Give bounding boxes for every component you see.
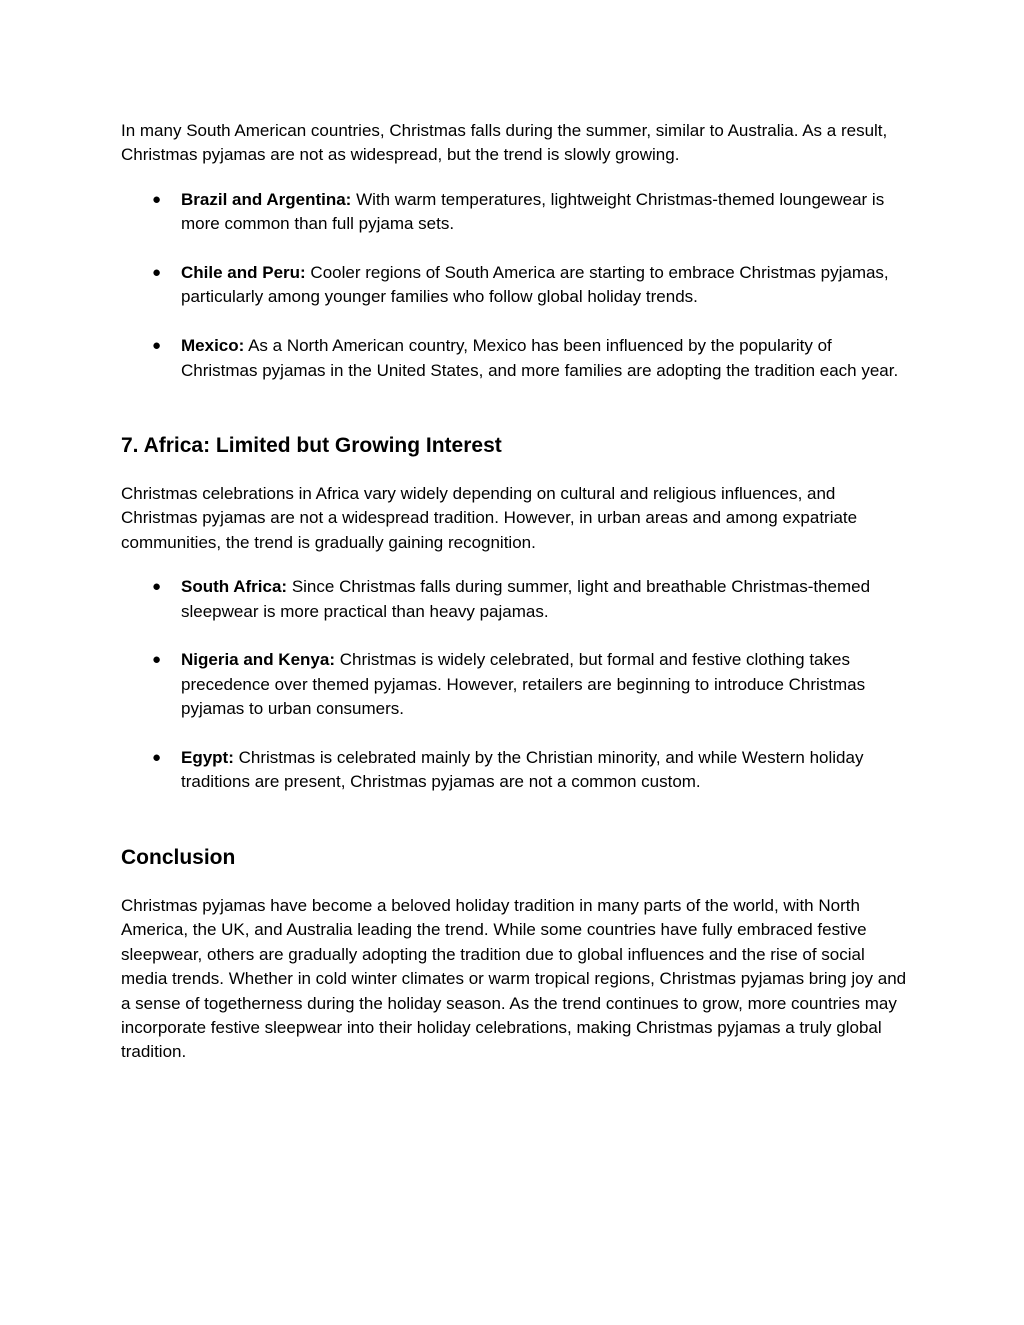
africa-bullet-list (121, 575, 911, 795)
list-item-term: Brazil and Argentina: (181, 189, 352, 209)
bullet-icon: ● (152, 578, 162, 596)
list-item-text: Cooler regions of South America are starting to embrace Christmas pyjamas, particularly among younger families who follow global holiday trends. (181, 263, 889, 307)
list-item-mexico (121, 334, 911, 383)
list-item-egypt (121, 746, 911, 795)
list-item-brazil-argentina (121, 188, 911, 237)
africa-paragraph: Christmas celebrations in Africa vary widely depending on cultural and religious influences, and Christmas pyjamas are not a widespread tradition. However, in urban areas and among expatriate communities, the trend is gradually gaining recognition. (121, 484, 858, 552)
list-item-south-africa (121, 575, 911, 624)
bullet-icon: ● (152, 190, 162, 208)
south-america-bullet-list (121, 188, 911, 383)
conclusion-paragraph: Christmas pyjamas have become a beloved holiday tradition in many parts of the world, with North America, the UK, and Australia leading the trend. While some countries have fully embraced festive sleepwear, others are gradually adopting the tradition due to global influences and the rise of social media trends. Whether in cold winter climates or warm tropical regions, Christmas pyjamas bring joy and a sense of togetherness during the holiday season. As the trend continues to grow, more countries may incorporate festive sleepwear into their holiday celebrations, making Christmas pyjamas a truly global tradition. (121, 895, 907, 1062)
intro-paragraph: In many South American countries, Christmas falls during the summer, similar to Australia. As a result, Christmas pyjamas are not as widespread, but the trend is slowly growing. (121, 121, 888, 165)
bullet-icon: ● (152, 337, 162, 355)
list-item-text: As a North American country, Mexico has been influenced by the popularity of Christmas pyjamas in the United States, and more families are adopting the tradition each year. (181, 336, 899, 380)
list-item-text: Christmas is celebrated mainly by the Christian minority, and while Western holiday traditions are present, Christmas pyjamas are not a common custom. (181, 748, 864, 792)
bullet-icon: ● (152, 264, 162, 282)
bullet-icon: ● (152, 651, 162, 669)
list-item-text: With warm temperatures, lightweight Christmas-themed loungewear is more common than full pyjama sets. (181, 189, 885, 234)
list-item-chile-peru (121, 261, 911, 310)
list-item-term: Chile and Peru: (181, 263, 306, 283)
list-item-text: Christmas is widely celebrated, but formal and festive clothing takes precedence over themed pyjamas. However, retailers are beginning to introduce Christmas pyjamas to urban consumers. (181, 650, 866, 719)
bullet-icon: ● (152, 749, 162, 767)
document-page (121, 119, 911, 1065)
conclusion-heading: Conclusion (121, 845, 236, 869)
list-item-term: South Africa: (181, 577, 288, 597)
africa-section-heading: 7. Africa: Limited but Growing Interest (121, 434, 502, 458)
list-item-term: Egypt: (181, 748, 234, 768)
list-item-term: Nigeria and Kenya: (181, 650, 335, 670)
list-item-text: Since Christmas falls during summer, light and breathable Christmas-themed sleepwear is more practical than heavy pajamas. (181, 577, 871, 621)
list-item-term: Mexico: (181, 336, 245, 356)
list-item-nigeria-kenya (121, 648, 911, 721)
